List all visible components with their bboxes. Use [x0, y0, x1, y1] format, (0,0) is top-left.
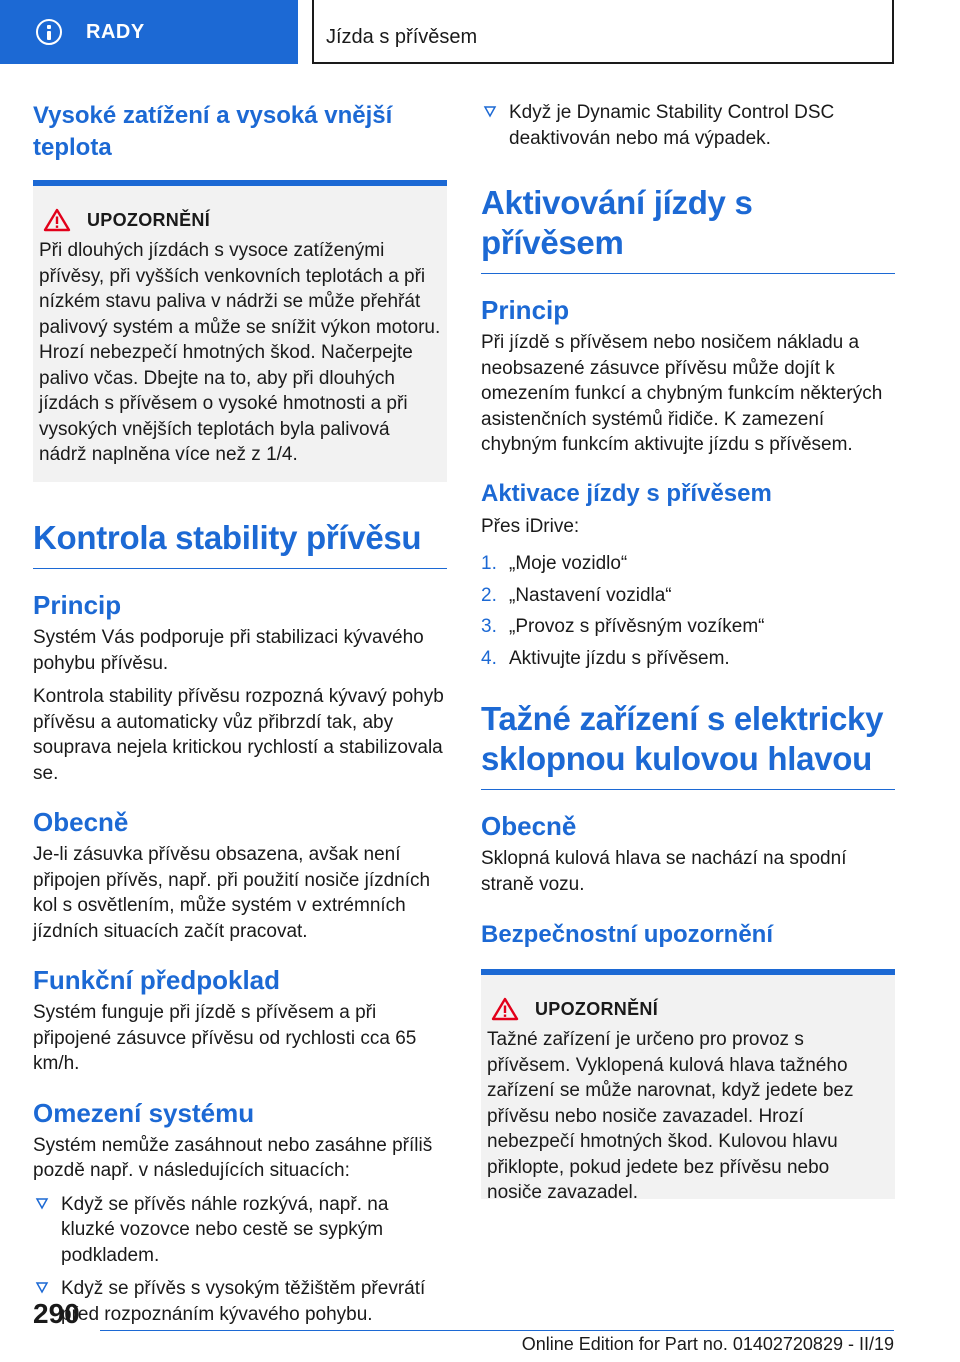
- list-item: 1. „Moje vozidlo“: [481, 553, 628, 574]
- section-title-tow-hitch: Tažné zařízení s elektricky sklopnou kulovou hlavou: [481, 699, 895, 790]
- subheading-omezeni: Omezení systému: [33, 1097, 255, 1128]
- footer-divider: [100, 1330, 894, 1331]
- left-column: [33, 100, 447, 1335]
- paragraph: Kontrola stability přívěsu rozpozná kývavý pohyb přívěsu a automaticky vůz přibrzdí tak, aby souprava nejela kritickou rychlostí a stabilizovala se.: [33, 686, 444, 784]
- paragraph: Přes iDrive:: [481, 515, 580, 537]
- section-title-activate-trailer: Aktivování jízdy s přívěsem: [481, 183, 895, 274]
- right-column: [481, 100, 895, 1203]
- activation-steps: [481, 551, 895, 671]
- warning-label: UPOZORNĚNÍ: [535, 998, 659, 1019]
- triangle-bullet-icon: [35, 1281, 49, 1295]
- subheading-aktivace: Aktivace jízdy s přívěsem: [481, 479, 772, 507]
- subheading-obecne: Obecně: [481, 811, 577, 841]
- section-title-high-load: Vysoké zatížení a vysoká vnější teplota: [33, 102, 393, 161]
- subheading-funkcni-predpoklad: Funkční předpoklad: [33, 965, 281, 995]
- triangle-bullet-icon: [483, 105, 497, 119]
- chapter-tab-label: RADY: [86, 20, 145, 43]
- paragraph: Systém funguje při jízdě s přívěsem a při připojené zásuvce přívěsu od rychlosti cca 65 km/h.: [33, 1002, 417, 1074]
- edition-note: Online Edition for Part no. 01402720829 - II/19: [521, 1334, 894, 1354]
- paragraph: Je-li zásuvka přívěsu obsazena, avšak není připojen přívěs, např. při použití nosiče jízdních kol s osvětlením, může systém v extrémních jízdních situacích začít pracovat.: [33, 844, 431, 942]
- warning-triangle-icon: [491, 997, 519, 1021]
- triangle-bullet-icon: [35, 1197, 49, 1211]
- subheading-obecne: Obecně: [33, 807, 129, 837]
- paragraph: Systém Vás podporuje při stabilizaci kývavého pohybu přívěsu.: [33, 627, 424, 674]
- paragraph: Sklopná kulová hlava se nachází na spodní straně vozu.: [481, 848, 847, 895]
- paragraph: Systém nemůže zasáhnout nebo zasáhne příliš pozdě např. v následujících situacích:: [33, 1134, 433, 1181]
- list-item: 4. Aktivujte jízdu s přívěsem.: [481, 647, 730, 669]
- list-item: Když je Dynamic Stability Control DSC deaktivován nebo má výpadek.: [481, 100, 895, 151]
- warning-box: [481, 969, 895, 1203]
- list-item: 3. „Provoz s přívěsným vozíkem“: [481, 616, 765, 637]
- subheading-princip: Princip: [33, 590, 122, 620]
- continued-list: [481, 100, 895, 151]
- info-icon: [36, 19, 62, 45]
- section-title-trailer-stability: Kontrola stability přívěsu: [33, 518, 447, 569]
- chapter-tab[interactable]: [0, 0, 298, 64]
- warning-box: [33, 180, 447, 482]
- list-item: 2. „Nastavení vozidla“: [481, 584, 672, 606]
- warning-text: Při dlouhých jízdách s vysoce zatíženými přívěsy, při vyšších venkovních teplotách a při nízkém stavu paliva v nádrži se může přehřát palivový systém a může se snížit výkon motoru. Hrozí nebezpečí hmotných škod. Načerpejte palivo včas. Dbejte na to, aby při dlouhých jízdách s přívěsem o vysoké hmotnosti a při vysokých vnějších teplotách byla palivová nádrž naplněna více než z 1/4.: [39, 240, 441, 465]
- warning-triangle-icon: [43, 208, 71, 232]
- warning-label: UPOZORNĚNÍ: [87, 209, 211, 230]
- warning-header: [487, 997, 889, 1021]
- warning-text: Tažné zařízení je určeno pro provoz s přívěsem. Vyklopená kulová hlava tažného zařízení se může narovnat, když jedete bez přívěsu nebo nosiče zavazadel. Hrozí nebezpečí hmotných škod. Kulovou hlavu přiklopte, pokud jedete bez přívěsu nebo nosiče zavazadel.: [487, 1029, 854, 1203]
- subheading-safety-notice: Bezpečnostní upozornění: [481, 921, 774, 948]
- list-item: Když se přívěs s vysokým těžištěm převrátí před rozpoznáním kývavého pohybu.: [33, 1276, 447, 1327]
- warning-header: [39, 208, 441, 232]
- list-item: Když se přívěs náhle rozkývá, např. na kluzké vozovce nebo cestě se sypkým podkladem.: [33, 1192, 447, 1269]
- subheading-princip: Princip: [481, 295, 570, 325]
- page-number: 290: [33, 1298, 80, 1329]
- chapter-title: Jízda s přívěsem: [312, 0, 894, 64]
- limitations-list: [33, 1192, 447, 1328]
- paragraph: Při jízdě s přívěsem nebo nosičem nákladu a neobsazené zásuvce přívěsu může dojít k omezením funkcí a chybným funkcím některých asistenčních systémů řidiče. K zamezení chybným funkcím aktivujte jízdu s přívěsem.: [481, 332, 883, 455]
